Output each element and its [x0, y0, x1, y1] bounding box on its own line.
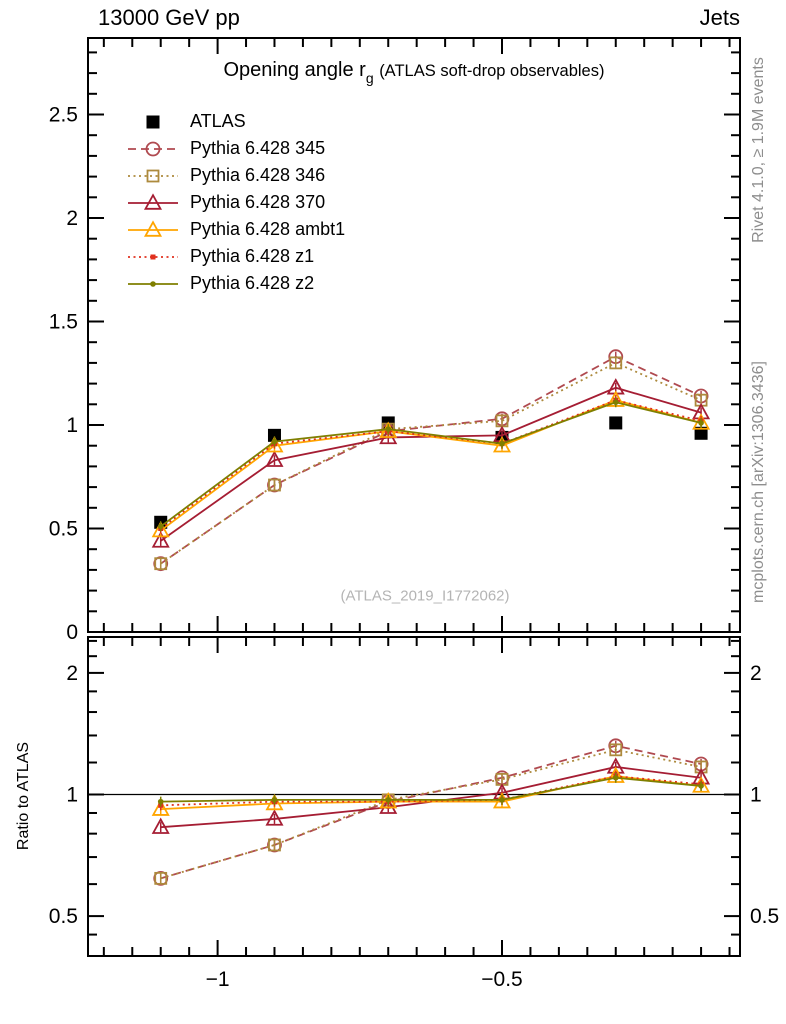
tick-label: −0.5 [481, 968, 523, 991]
process-label: Jets [699, 5, 740, 30]
legend-label: Pythia 6.428 346 [190, 165, 326, 185]
legend-marker-p370-icon [128, 193, 178, 213]
plot-title [88, 59, 740, 86]
tick-label: 0.5 [750, 905, 780, 929]
plot-title-subscript: g [365, 70, 374, 86]
tick-label: 2.5 [48, 103, 78, 127]
legend [128, 108, 345, 297]
legend-item-p345 [128, 135, 345, 162]
legend-label: Pythia 6.428 370 [190, 192, 326, 212]
tick-label: 1 [66, 414, 78, 437]
rivet-version-label: Rivet 4.1.0, ≥ 1.9M events [750, 57, 767, 243]
tick-label: 2 [750, 661, 762, 685]
series-ambt1-main [153, 392, 708, 536]
legend-label: Pythia 6.428 z1 [190, 246, 315, 266]
plot-title-annotation: (ATLAS soft-drop observables) [379, 62, 605, 80]
tick-label: 0.5 [48, 517, 78, 541]
legend-item-z2 [128, 270, 345, 297]
tick-label: 0.5 [48, 905, 78, 929]
series-p345-ratio [154, 739, 707, 885]
legend-item-atlas [128, 108, 345, 135]
series-p345-main [154, 350, 707, 570]
legend-marker-p346-icon [128, 166, 178, 186]
tick-label: 2 [66, 207, 78, 230]
tick-label: 0 [66, 621, 78, 644]
tick-label: 1 [66, 783, 78, 807]
legend-label: Pythia 6.428 345 [190, 138, 326, 158]
ratio-axis-label: Ratio to ATLAS [15, 741, 32, 851]
legend-label: Pythia 6.428 z2 [190, 273, 315, 293]
legend-marker-z1-icon [128, 247, 178, 267]
beam-energy-label: 13000 GeV pp [98, 5, 240, 30]
legend-marker-z2-icon [128, 274, 178, 294]
series-ambt1-ratio [153, 768, 708, 815]
legend-item-p370 [128, 189, 345, 216]
legend-item-ambt1 [128, 216, 345, 243]
legend-marker-p345-icon [128, 139, 178, 159]
legend-label: Pythia 6.428 ambt1 [190, 219, 346, 239]
legend-marker-atlas-icon [128, 112, 178, 132]
legend-marker-ambt1-icon [128, 220, 178, 240]
series-p370-ratio [153, 759, 708, 833]
plot-title-text: Opening angle r [223, 59, 366, 81]
tick-label: 2 [66, 661, 78, 685]
tick-label: −1 [205, 968, 230, 991]
series-p346-ratio [155, 744, 706, 884]
tick-label: 1.5 [48, 310, 78, 334]
series-z1-main [158, 395, 703, 533]
legend-label: ATLAS [190, 111, 246, 131]
legend-item-p346 [128, 162, 345, 189]
mcplots-reference-label: mcplots.cern.ch [arXiv:1306.3436] [750, 361, 767, 603]
legend-item-z1 [128, 243, 345, 270]
tick-label: 1 [750, 783, 762, 807]
analysis-watermark: (ATLAS_2019_I1772062) [340, 587, 510, 605]
